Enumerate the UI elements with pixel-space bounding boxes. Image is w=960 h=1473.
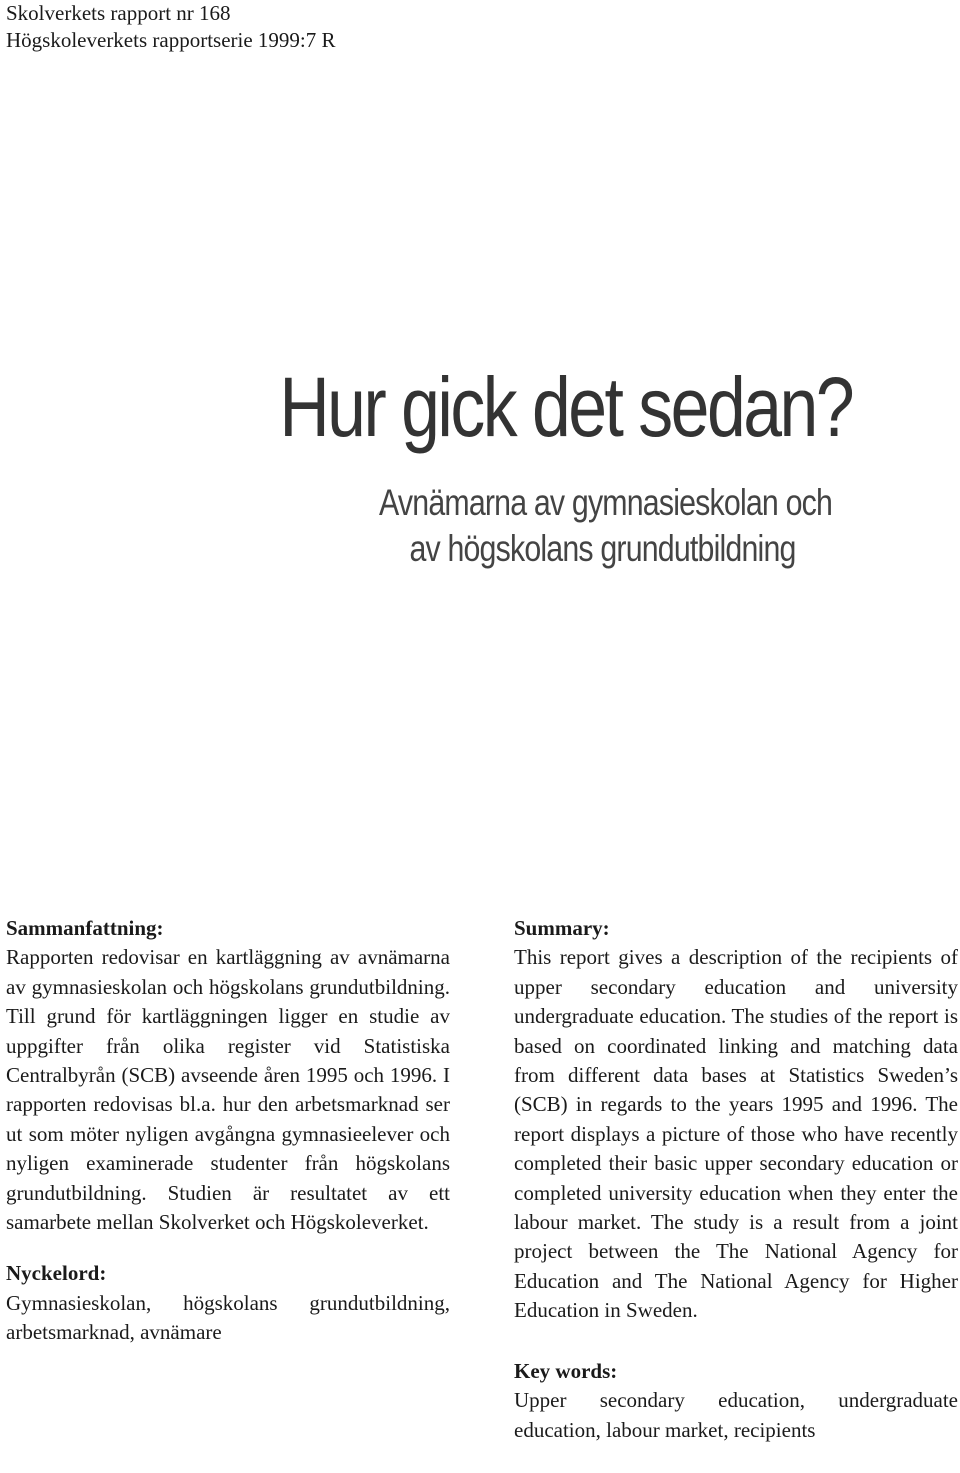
subtitle-line-2: av högskolans grundutbildning xyxy=(409,528,796,569)
english-keywords-heading: Key words: xyxy=(514,1358,618,1383)
swedish-column xyxy=(6,914,450,1348)
title-block xyxy=(162,358,852,456)
swedish-summary-text: Rapporten redovisar en kartläggning av avnämarna av gymnasieskolan och högskolans grundutbildning. Till grund för kartläggningen ligger en studie av uppgifter från olika register vid Statistiska Centralbyrån (SCB) avseende åren 1995 och 1996. I rapporten redovisas bl.a. hur den arbetsmarknad ser ut som möter nyligen avgångna gymnasieelever och nyligen examinerade studenter från högskolans grundutbildning. Studien är resultatet av ett samarbete mellan Skolverket och Högskoleverket. xyxy=(6,945,450,1235)
page-title: Hur gick det sedan? xyxy=(279,360,852,454)
report-series: Högskoleverkets rapportserie 1999:7 R xyxy=(6,28,336,52)
english-summary-text: This report gives a description of the recipients of upper secondary education and university undergraduate education. The studies of the report is based on coordinated linking and matching data from different data bases at Statistics Sweden’s (SCB) in regards to the years 1995 and 1996. The report displays a picture of those who have recently completed their basic upper secondary education or completed university education when they enter the labour market. The study is a result from a joint project between the The National Agency for Education and The National Agency for Higher Education in Sweden. xyxy=(514,945,958,1323)
english-keywords-text: Upper secondary education, undergraduate education, labour market, recipients xyxy=(514,1388,958,1442)
english-summary-heading: Summary: xyxy=(514,916,610,940)
subtitle xyxy=(330,480,875,572)
swedish-keywords-text: Gymnasieskolan, högskolans grundutbildning, arbetsmarknad, avnämare xyxy=(6,1290,450,1345)
report-number: Skolverkets rapport nr 168 xyxy=(6,1,231,25)
english-column xyxy=(514,914,958,1445)
swedish-keywords-heading: Nyckelord: xyxy=(6,1261,107,1286)
report-series-info xyxy=(6,0,336,54)
swedish-summary-heading: Sammanfattning: xyxy=(6,916,164,940)
subtitle-line-1: Avnämarna av gymnasieskolan och xyxy=(379,482,833,523)
